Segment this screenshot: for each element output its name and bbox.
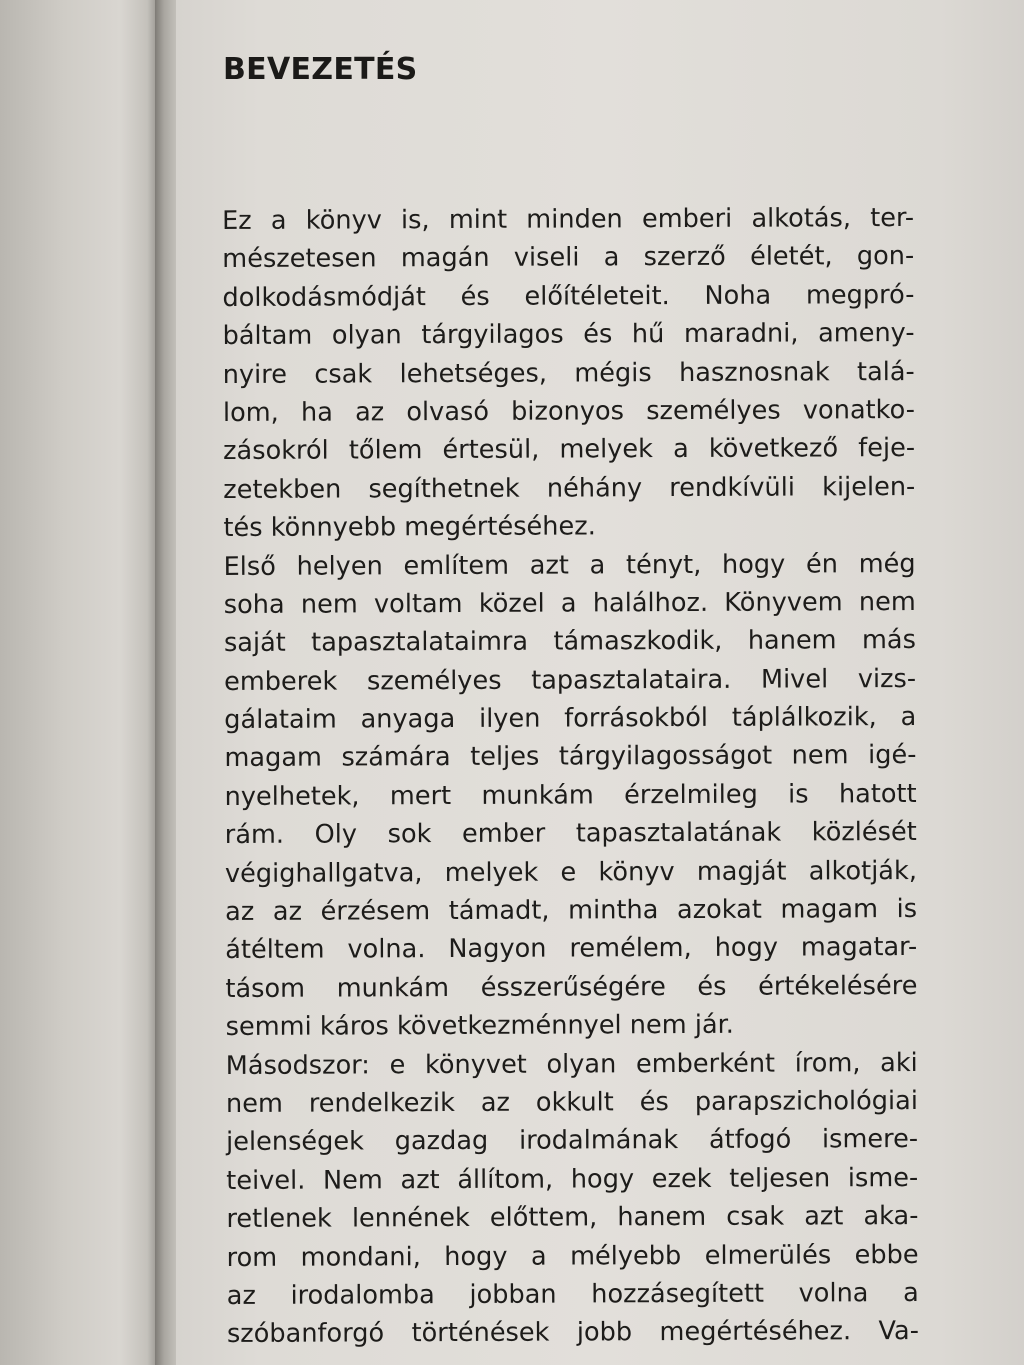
- text-line: szóbanforgó történések jobb megértéséhez. Va-: [226, 1316, 919, 1350]
- text-line: magam számára teljes tárgyilagosságot nem igé-: [224, 740, 917, 774]
- text-line: tásom munkám ésszerűségére és értékelésére: [225, 970, 918, 1004]
- text-line: végighallgatva, melyek e könyv magját alkotják,: [224, 855, 917, 889]
- text-line: nyire csak lehetséges, mégis hasznosnak talá-: [222, 356, 915, 390]
- paragraph-2: [224, 544, 918, 1046]
- text-line: soha nem voltam közel a halálhoz. Könyvem nem: [223, 586, 916, 620]
- text-line: jelenségek gazdag irodalmának átfogó ismere-: [226, 1124, 919, 1158]
- text-line: átéltem volna. Nagyon remélem, hogy magatar-: [225, 932, 918, 966]
- body-text: [222, 199, 919, 1354]
- text-line: dolkodásmódját és előítéleteit. Noha megpró-: [222, 279, 915, 313]
- text-line: nyelhetek, mert munkám érzelmileg is hatott: [224, 778, 917, 812]
- text-line: Másodszor: e könyvet olyan emberként írom, aki: [225, 1047, 918, 1081]
- text-line: Ez a könyv is, mint minden emberi alkotás, ter-: [222, 202, 915, 236]
- text-line: nem rendelkezik az okkult és parapszichológiai: [225, 1085, 918, 1119]
- text-line: rom mondani, hogy a mélyebb elmerülés ebbe: [226, 1239, 919, 1273]
- text-line: zásokról tőlem értesül, melyek a következő feje-: [223, 433, 916, 467]
- text-line: az irodalomba jobban hozzásegített volna a: [226, 1277, 919, 1311]
- text-line: zetekben segíthetnek néhány rendkívüli kijelen-: [223, 471, 916, 505]
- left-page-edge: [0, 0, 160, 1365]
- paragraph-1: [222, 199, 916, 548]
- text-line: teivel. Nem azt állítom, hogy ezek teljesen isme-: [226, 1162, 919, 1196]
- text-line: báltam olyan tárgyilagos és hű maradni, ameny-: [222, 318, 915, 352]
- text-line: Első helyen említem azt a tényt, hogy én még: [223, 548, 916, 582]
- text-line: semmi káros következménnyel nem jár.: [225, 1009, 734, 1043]
- text-line: retlenek lennének előttem, hanem csak azt aka-: [226, 1201, 919, 1235]
- text-line: saját tapasztalataimra támaszkodik, hanem más: [223, 625, 916, 659]
- text-line: emberek személyes tapasztalataira. Mivel vizs-: [224, 663, 917, 697]
- text-line: rám. Oly sok ember tapasztalatának közlését: [224, 817, 917, 851]
- text-line: gálataim anyaga ilyen forrásokból táplálkozik, a: [224, 702, 917, 736]
- chapter-heading: BEVEZETÉS: [223, 52, 418, 87]
- text-line: tés könnyebb megértéséhez.: [223, 511, 596, 544]
- paragraph-3: [226, 1044, 919, 1354]
- text-line: lom, ha az olvasó bizonyos személyes vonatko-: [222, 394, 915, 428]
- text-line: mészetesen magán viseli a szerző életét, gon-: [222, 241, 915, 275]
- text-line: az az érzésem támadt, mintha azokat magam is: [225, 894, 918, 928]
